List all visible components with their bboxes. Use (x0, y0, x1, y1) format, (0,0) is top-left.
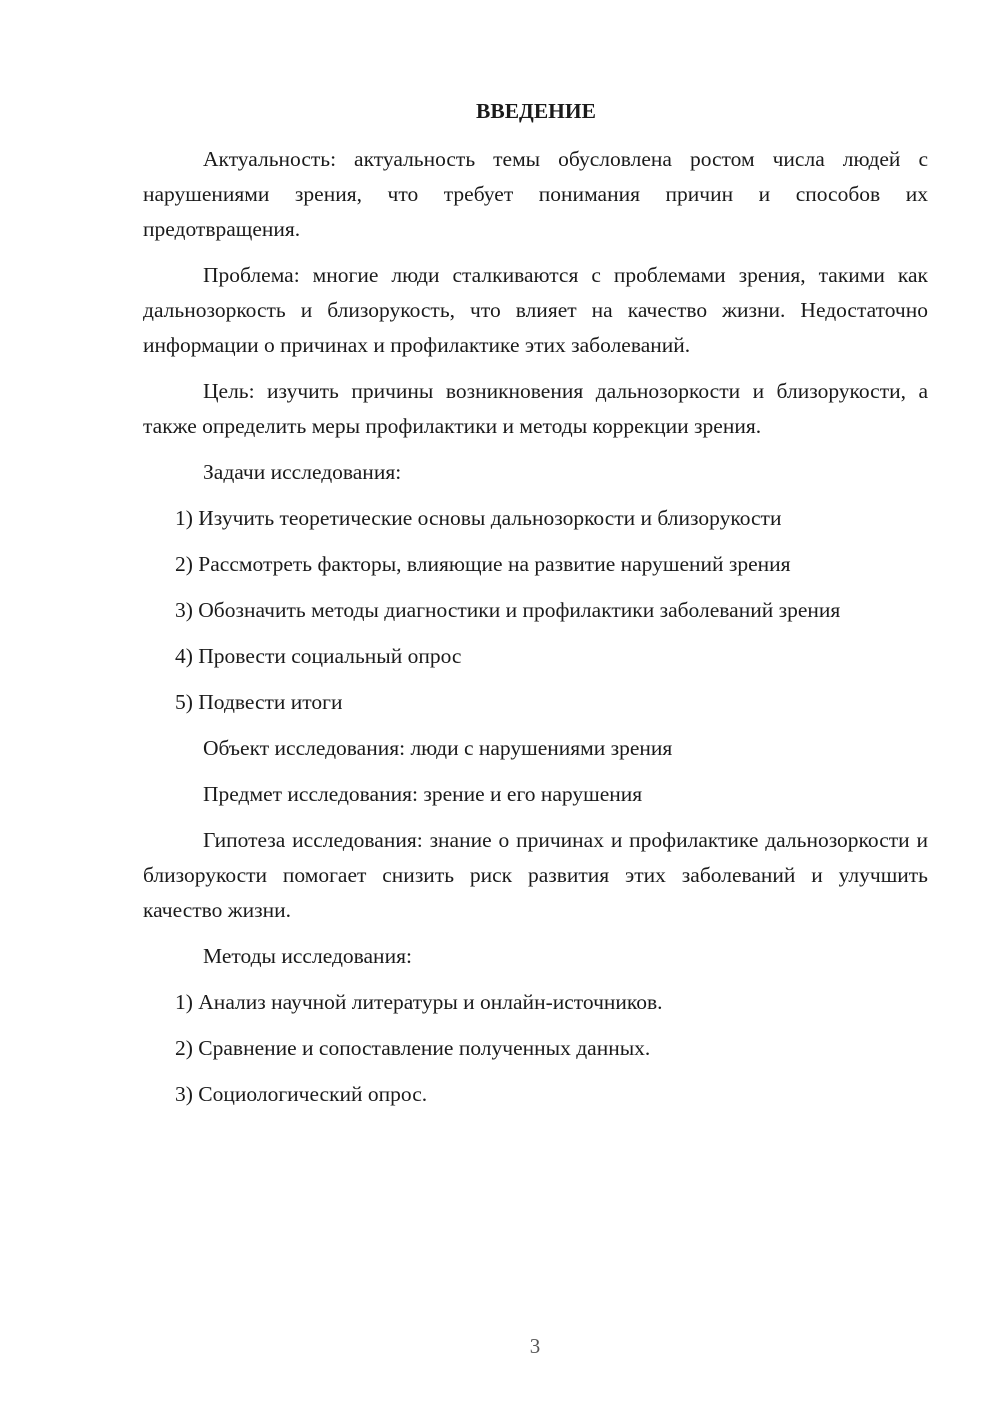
task-item: 1) Изучить теоретические основы дальнозоркости и близорукости (175, 506, 782, 530)
tasks-heading: Задачи исследования: (203, 460, 402, 484)
page-number: 3 (529, 1334, 541, 1358)
relevance-paragraph: Актуальность: актуальность темы обусловлена ростом числа людей с нарушениями зрения, что требует понимания причин и способов их предотвращения. (143, 147, 928, 241)
page-title: ВВЕДЕНИЕ (476, 99, 596, 123)
document-body (143, 142, 928, 1123)
task-item: 2) Рассмотреть факторы, влияющие на развитие нарушений зрения (175, 552, 791, 576)
method-item: 1) Анализ научной литературы и онлайн-источников. (175, 990, 663, 1014)
goal-paragraph: Цель: изучить причины возникновения дальнозоркости и близорукости, а также определить меры профилактики и методы коррекции зрения. (143, 379, 928, 438)
methods-heading: Методы исследования: (203, 944, 412, 968)
method-item: 2) Сравнение и сопоставление полученных данных. (175, 1036, 651, 1060)
object-paragraph: Объект исследования: люди с нарушениями зрения (203, 736, 673, 760)
subject-paragraph: Предмет исследования: зрение и его нарушения (203, 782, 643, 806)
problem-paragraph: Проблема: многие люди сталкиваются с проблемами зрения, такими как дальнозоркость и близорукость, что влияет на качество жизни. Недостаточно информации о причинах и профилактике этих заболеваний. (143, 263, 928, 357)
task-item: 5) Подвести итоги (175, 690, 343, 714)
task-item: 4) Провести социальный опрос (175, 644, 462, 668)
hypothesis-paragraph: Гипотеза исследования: знание о причинах и профилактике дальнозоркости и близорукости помогает снизить риск развития этих заболеваний и улучшить качество жизни. (143, 828, 928, 922)
task-item: 3) Обозначить методы диагностики и профилактики заболеваний зрения (175, 598, 841, 622)
method-item: 3) Социологический опрос. (175, 1082, 428, 1106)
